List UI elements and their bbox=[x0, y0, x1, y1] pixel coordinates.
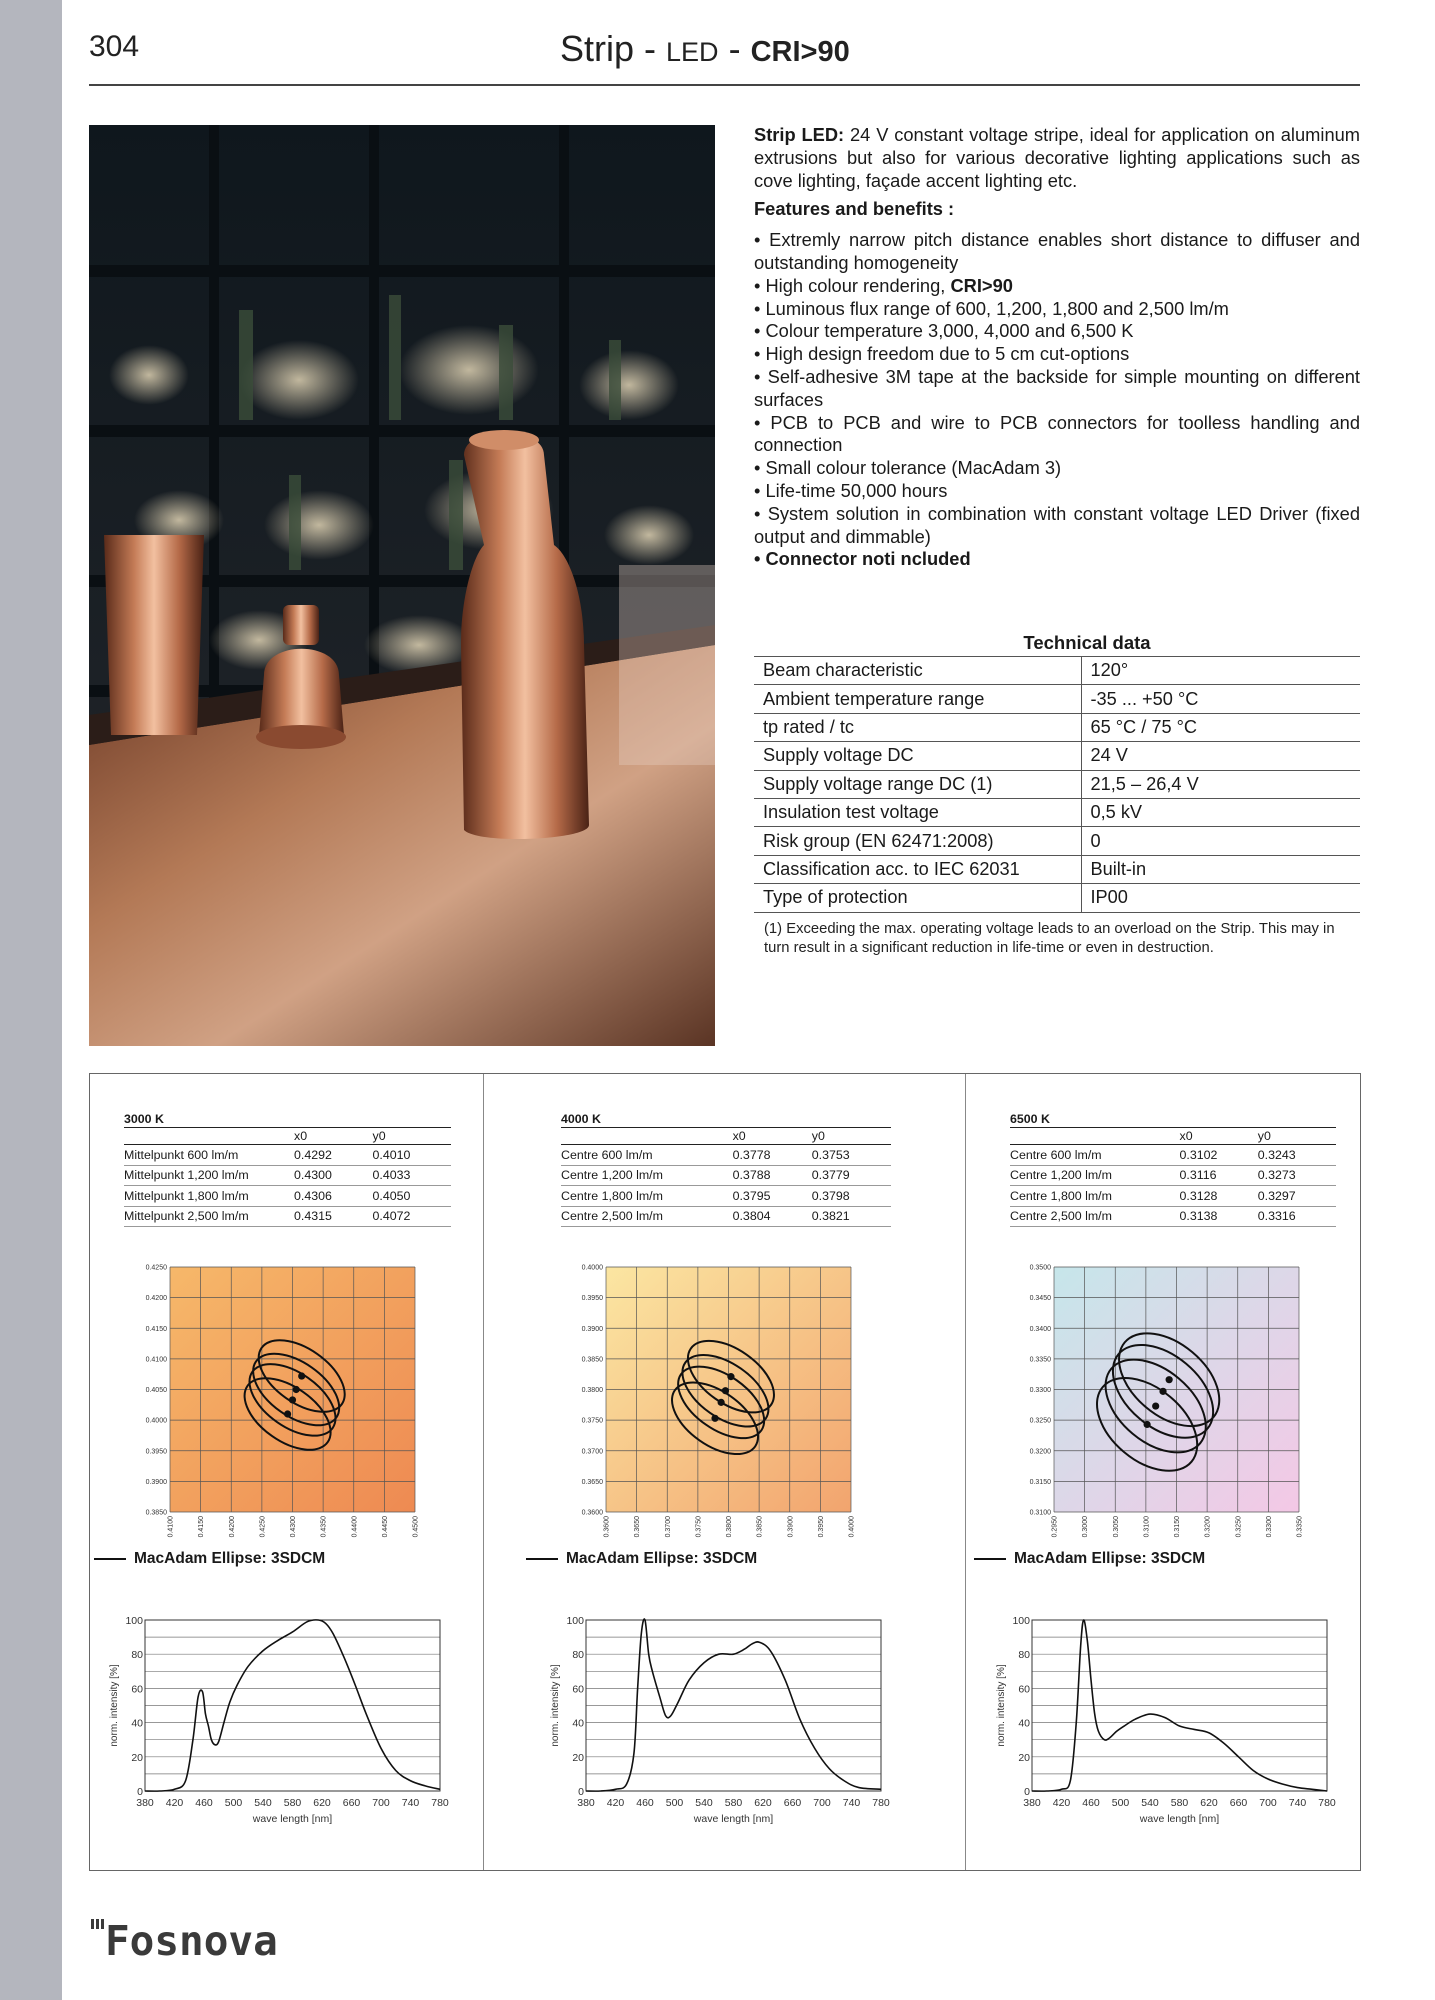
y-tick-label: 80 bbox=[572, 1649, 584, 1662]
feature-item: • Life-time 50,000 hours bbox=[754, 479, 948, 501]
y-tick-label: 0.3900 bbox=[581, 1325, 603, 1333]
tech-label: tp rated / tc bbox=[754, 713, 1081, 741]
x-tick-label: 580 bbox=[1170, 1797, 1189, 1809]
tech-label: Supply voltage range DC (1) bbox=[754, 770, 1081, 798]
coordinate-header: x0 y0 bbox=[1010, 1128, 1336, 1145]
brand-logo-text: Fosnova bbox=[105, 1917, 278, 1965]
x-tick-label: 740 bbox=[401, 1797, 420, 1809]
coordinate-header: x0 y0 bbox=[124, 1128, 451, 1145]
feature-item: • Colour temperature 3,000, 4,000 and 6,500 K bbox=[754, 320, 1134, 342]
x-tick-label: 0.3600 bbox=[603, 1516, 611, 1538]
intro-paragraph bbox=[754, 124, 1360, 192]
y-axis-label: norm. intensity [%] bbox=[109, 1664, 120, 1747]
x-tick-label: 0.4450 bbox=[381, 1516, 389, 1538]
table-row bbox=[754, 855, 1360, 883]
y-tick-label: 0.3400 bbox=[1029, 1325, 1051, 1333]
y-tick-label: 0.3950 bbox=[145, 1448, 167, 1456]
spectrum-chart bbox=[992, 1612, 1337, 1843]
x-tick-label: 0.4350 bbox=[320, 1516, 328, 1538]
x-tick-label: 460 bbox=[1082, 1797, 1100, 1809]
x-tick-label: 0.3250 bbox=[1235, 1516, 1243, 1538]
chromaticity-point bbox=[298, 1372, 305, 1379]
table-row: Centre 2,500 lm/m 0.3804 0.3821 bbox=[561, 1206, 891, 1227]
x-tick-label: 380 bbox=[577, 1797, 595, 1809]
y-tick-label: 0.3700 bbox=[581, 1448, 603, 1456]
x-tick-label: 780 bbox=[431, 1797, 449, 1809]
x-axis-label: wave length [nm] bbox=[693, 1813, 774, 1825]
spectrum-line bbox=[586, 1619, 881, 1791]
intro-lead: Strip LED: bbox=[754, 124, 845, 145]
y-tick-label: 40 bbox=[572, 1717, 584, 1730]
x-tick-label: 0.4300 bbox=[290, 1516, 297, 1538]
chart-legend: MacAdam Ellipse: 3SDCM bbox=[526, 1550, 757, 1568]
table-row: Mittelpunkt 2,500 lm/m 0.4315 0.4072 bbox=[124, 1206, 451, 1227]
y-tick-label: 20 bbox=[131, 1751, 143, 1764]
technical-data bbox=[754, 632, 1360, 913]
feature-item: • Luminous flux range of 600, 1,200, 1,800 and 2,500 lm/m bbox=[754, 297, 1229, 319]
x-tick-label: 380 bbox=[136, 1797, 154, 1809]
x-tick-label: 0.3150 bbox=[1174, 1516, 1181, 1538]
x-tick-label: 780 bbox=[1318, 1797, 1336, 1809]
y-tick-label: 60 bbox=[131, 1683, 143, 1696]
x-tick-label: 460 bbox=[195, 1797, 213, 1809]
table-row: Centre 1,200 lm/m 0.3788 0.3779 bbox=[561, 1165, 891, 1186]
chromaticity-point bbox=[711, 1415, 718, 1422]
bar-photo bbox=[89, 125, 715, 1046]
tech-value: 21,5 – 26,4 V bbox=[1081, 770, 1360, 798]
spectrum-chart bbox=[546, 1612, 891, 1843]
x-tick-label: 0.4200 bbox=[228, 1516, 236, 1538]
x-tick-label: 0.3350 bbox=[1296, 1516, 1304, 1538]
table-row bbox=[754, 827, 1360, 855]
y-tick-label: 0.3850 bbox=[581, 1356, 603, 1364]
feature-item: • Small colour tolerance (MacAdam 3) bbox=[754, 457, 1062, 479]
table-row bbox=[754, 685, 1360, 713]
coordinate-table bbox=[561, 1111, 891, 1227]
title-dash: - bbox=[634, 28, 667, 69]
chromaticity-point bbox=[1152, 1402, 1159, 1409]
y-tick-label: 0.3350 bbox=[1029, 1356, 1051, 1364]
y-tick-label: 40 bbox=[1018, 1717, 1030, 1730]
y-tick-label: 100 bbox=[125, 1615, 143, 1627]
chromaticity-point bbox=[293, 1386, 300, 1393]
table-row: Centre 1,800 lm/m 0.3128 0.3297 bbox=[1010, 1186, 1336, 1207]
x-tick-label: 700 bbox=[813, 1797, 831, 1809]
chart-legend: MacAdam Ellipse: 3SDCM bbox=[974, 1550, 1205, 1568]
column-divider bbox=[483, 1074, 484, 1870]
x-tick-label: 460 bbox=[636, 1797, 654, 1809]
tech-label: Insulation test voltage bbox=[754, 798, 1081, 826]
coordinate-table bbox=[124, 1111, 451, 1227]
tech-value: 24 V bbox=[1081, 742, 1360, 770]
y-tick-label: 0.3300 bbox=[1029, 1387, 1051, 1394]
feature-item: • High colour rendering, CRI>90 bbox=[754, 274, 1013, 296]
intro-text bbox=[754, 124, 1360, 571]
x-tick-label: 0.3900 bbox=[787, 1516, 795, 1538]
y-tick-label: 0.3250 bbox=[1029, 1417, 1051, 1425]
coordinate-table bbox=[1010, 1111, 1336, 1227]
tech-label: Beam characteristic bbox=[754, 657, 1081, 685]
table-row: Mittelpunkt 1,200 lm/m 0.4300 0.4033 bbox=[124, 1165, 451, 1186]
tech-label: Ambient temperature range bbox=[754, 685, 1081, 713]
x-tick-label: 740 bbox=[1288, 1797, 1307, 1809]
y-tick-label: 0.4150 bbox=[145, 1325, 167, 1333]
y-tick-label: 0.3650 bbox=[581, 1478, 603, 1486]
table-row bbox=[754, 884, 1360, 912]
page-number: 304 bbox=[89, 30, 140, 63]
y-tick-label: 0 bbox=[1024, 1786, 1030, 1798]
y-tick-label: 0.3100 bbox=[1029, 1509, 1051, 1517]
tech-value: -35 ... +50 °C bbox=[1081, 685, 1360, 713]
feature-item: • Self-adhesive 3M tape at the backside for simple mounting on different surfaces bbox=[754, 365, 1360, 410]
x-tick-label: 0.4250 bbox=[259, 1516, 267, 1538]
y-tick-label: 0.3500 bbox=[1029, 1264, 1051, 1272]
cie-chart bbox=[571, 1262, 856, 1557]
x-tick-label: 780 bbox=[872, 1797, 890, 1809]
x-tick-label: 540 bbox=[254, 1797, 272, 1809]
coordinate-header: x0 y0 bbox=[561, 1128, 891, 1145]
x-tick-label: 420 bbox=[165, 1797, 184, 1809]
y-tick-label: 20 bbox=[1018, 1751, 1030, 1764]
y-tick-label: 0.3850 bbox=[145, 1509, 167, 1517]
feature-item: • High design freedom due to 5 cm cut-options bbox=[754, 343, 1130, 365]
header-rule bbox=[89, 84, 1360, 86]
chromaticity-point bbox=[284, 1410, 291, 1417]
y-tick-label: 0.4250 bbox=[145, 1264, 167, 1272]
chromaticity-point bbox=[1159, 1388, 1166, 1395]
x-tick-label: 500 bbox=[665, 1797, 684, 1809]
x-tick-label: 0.3200 bbox=[1204, 1516, 1212, 1538]
x-tick-label: 0.3850 bbox=[756, 1516, 764, 1538]
y-tick-label: 0 bbox=[578, 1786, 584, 1798]
x-tick-label: 580 bbox=[724, 1797, 743, 1809]
tech-value: Built-in bbox=[1081, 855, 1360, 883]
x-tick-label: 0.3700 bbox=[664, 1516, 672, 1538]
x-tick-label: 620 bbox=[1200, 1797, 1218, 1809]
x-axis-label: wave length [nm] bbox=[1139, 1813, 1220, 1825]
title-cri: CRI>90 bbox=[750, 36, 850, 68]
x-tick-label: 420 bbox=[606, 1797, 625, 1809]
tech-value: IP00 bbox=[1081, 884, 1360, 912]
tech-label: Risk group (EN 62471:2008) bbox=[754, 827, 1081, 855]
y-tick-label: 0.3900 bbox=[145, 1478, 167, 1486]
side-band bbox=[0, 0, 62, 2000]
y-tick-label: 100 bbox=[566, 1615, 584, 1627]
y-tick-label: 0.4000 bbox=[581, 1264, 603, 1272]
feature-item: • PCB to PCB and wire to PCB connectors for toolless handling and connection bbox=[754, 411, 1360, 456]
table-row: Centre 1,800 lm/m 0.3795 0.3798 bbox=[561, 1186, 891, 1207]
chart-legend: MacAdam Ellipse: 3SDCM bbox=[94, 1550, 325, 1568]
tech-label: Type of protection bbox=[754, 884, 1081, 912]
x-tick-label: 540 bbox=[695, 1797, 713, 1809]
y-tick-label: 0.3750 bbox=[581, 1417, 603, 1425]
spectrum-chart bbox=[105, 1612, 450, 1843]
y-tick-label: 0.3800 bbox=[581, 1387, 603, 1394]
cct-label: 3000 K bbox=[124, 1111, 451, 1128]
page-title bbox=[560, 28, 850, 70]
y-tick-label: 80 bbox=[1018, 1649, 1030, 1662]
y-tick-label: 0.3450 bbox=[1029, 1295, 1051, 1303]
table-row bbox=[754, 657, 1360, 685]
x-tick-label: 660 bbox=[1229, 1797, 1248, 1809]
x-tick-label: 0.2950 bbox=[1051, 1516, 1059, 1538]
tech-value: 0 bbox=[1081, 827, 1360, 855]
technical-data-table bbox=[754, 656, 1360, 913]
technical-footnote: (1) Exceeding the max. operating voltage leads to an overload on the Strip. This may in turn result in a significant reduction in life-time or even in destruction. bbox=[764, 921, 1335, 956]
x-tick-label: 0.3000 bbox=[1082, 1516, 1090, 1538]
x-tick-label: 0.3300 bbox=[1265, 1516, 1273, 1538]
x-tick-label: 700 bbox=[1259, 1797, 1277, 1809]
x-tick-label: 660 bbox=[783, 1797, 802, 1809]
tech-value: 120° bbox=[1081, 657, 1360, 685]
x-tick-label: 0.3800 bbox=[726, 1516, 733, 1538]
x-tick-label: 420 bbox=[1052, 1797, 1071, 1809]
chromaticity-point bbox=[722, 1387, 729, 1394]
tech-label: Classification acc. to IEC 62031 bbox=[754, 855, 1081, 883]
x-tick-label: 580 bbox=[283, 1797, 302, 1809]
x-tick-label: 0.4400 bbox=[351, 1516, 359, 1538]
y-tick-label: 60 bbox=[572, 1683, 584, 1696]
title-dash-2: - bbox=[718, 28, 751, 69]
x-tick-label: 500 bbox=[224, 1797, 243, 1809]
table-row: Centre 2,500 lm/m 0.3138 0.3316 bbox=[1010, 1206, 1336, 1227]
y-tick-label: 0.4050 bbox=[145, 1387, 167, 1394]
y-tick-label: 0.3150 bbox=[1029, 1478, 1051, 1486]
tech-label: Supply voltage DC bbox=[754, 742, 1081, 770]
table-row: Centre 1,200 lm/m 0.3116 0.3273 bbox=[1010, 1165, 1336, 1186]
y-tick-label: 0.4100 bbox=[145, 1356, 167, 1364]
column-divider bbox=[965, 1074, 966, 1870]
x-tick-label: 700 bbox=[372, 1797, 390, 1809]
y-tick-label: 60 bbox=[1018, 1683, 1030, 1696]
x-tick-label: 620 bbox=[313, 1797, 331, 1809]
table-row bbox=[754, 770, 1360, 798]
y-axis-label: norm. intensity [%] bbox=[996, 1664, 1007, 1747]
chromaticity-point bbox=[1166, 1376, 1173, 1383]
chromaticity-point bbox=[289, 1396, 296, 1403]
y-tick-label: 0 bbox=[137, 1786, 143, 1798]
y-tick-label: 0.3600 bbox=[581, 1509, 603, 1517]
x-tick-label: 620 bbox=[754, 1797, 772, 1809]
cct-label: 4000 K bbox=[561, 1111, 891, 1128]
x-tick-label: 740 bbox=[842, 1797, 861, 1809]
x-tick-label: 0.4100 bbox=[167, 1516, 175, 1538]
chromaticity-point bbox=[727, 1373, 734, 1380]
cct-label: 6500 K bbox=[1010, 1111, 1336, 1128]
y-tick-label: 0.4200 bbox=[145, 1295, 167, 1303]
features-list bbox=[754, 229, 1360, 571]
title-led: LED bbox=[666, 37, 719, 67]
title-strip: Strip bbox=[560, 28, 635, 69]
x-tick-label: 0.3950 bbox=[817, 1516, 825, 1538]
x-tick-label: 0.3050 bbox=[1112, 1516, 1120, 1538]
table-row bbox=[754, 713, 1360, 741]
y-tick-label: 80 bbox=[131, 1649, 143, 1662]
y-tick-label: 0.3200 bbox=[1029, 1448, 1051, 1456]
x-tick-label: 0.4000 bbox=[848, 1516, 856, 1538]
tech-value: 0,5 kV bbox=[1081, 798, 1360, 826]
brand-logo bbox=[89, 1915, 299, 1970]
x-tick-label: 660 bbox=[342, 1797, 361, 1809]
chromaticity-point bbox=[718, 1399, 725, 1406]
cie-chart bbox=[135, 1262, 420, 1557]
x-tick-label: 0.4150 bbox=[198, 1516, 206, 1538]
intro-lead-text: 24 V constant voltage stripe, ideal for application on aluminum extrusions but also for various decorative lighting applications such as cove lighting, façade accent lighting etc. bbox=[754, 124, 1361, 191]
table-row bbox=[754, 742, 1360, 770]
y-tick-label: 40 bbox=[131, 1717, 143, 1730]
chromaticity-point bbox=[1144, 1421, 1151, 1428]
table-row: Centre 600 lm/m 0.3778 0.3753 bbox=[561, 1145, 891, 1166]
table-row bbox=[754, 798, 1360, 826]
features-heading: Features and benefits : bbox=[754, 198, 955, 220]
x-tick-label: 0.4500 bbox=[412, 1516, 420, 1538]
table-row: Mittelpunkt 600 lm/m 0.4292 0.4010 bbox=[124, 1145, 451, 1166]
feature-item: • System solution in combination with constant voltage LED Driver (fixed output and dimmable) bbox=[754, 502, 1360, 547]
feature-item: • Connector noti ncluded bbox=[754, 548, 971, 570]
y-tick-label: 20 bbox=[572, 1751, 584, 1764]
feature-item: • Extremly narrow pitch distance enables short distance to diffuser and outstanding homogeneity bbox=[754, 229, 1360, 273]
x-tick-label: 0.3750 bbox=[695, 1516, 703, 1538]
y-axis-label: norm. intensity [%] bbox=[550, 1664, 561, 1747]
tech-value: 65 °C / 75 °C bbox=[1081, 713, 1360, 741]
table-row: Mittelpunkt 1,800 lm/m 0.4306 0.4050 bbox=[124, 1186, 451, 1207]
y-tick-label: 0.4000 bbox=[145, 1417, 167, 1425]
x-axis-label: wave length [nm] bbox=[252, 1813, 333, 1825]
x-tick-label: 540 bbox=[1141, 1797, 1159, 1809]
x-tick-label: 380 bbox=[1023, 1797, 1041, 1809]
x-tick-label: 0.3100 bbox=[1143, 1516, 1151, 1538]
y-tick-label: 0.3950 bbox=[581, 1295, 603, 1303]
y-tick-label: 100 bbox=[1012, 1615, 1030, 1627]
x-tick-label: 0.3650 bbox=[634, 1516, 642, 1538]
x-tick-label: 500 bbox=[1111, 1797, 1130, 1809]
technical-data-title: Technical data bbox=[1023, 632, 1151, 653]
cie-chart bbox=[1019, 1262, 1304, 1557]
table-row: Centre 600 lm/m 0.3102 0.3243 bbox=[1010, 1145, 1336, 1166]
